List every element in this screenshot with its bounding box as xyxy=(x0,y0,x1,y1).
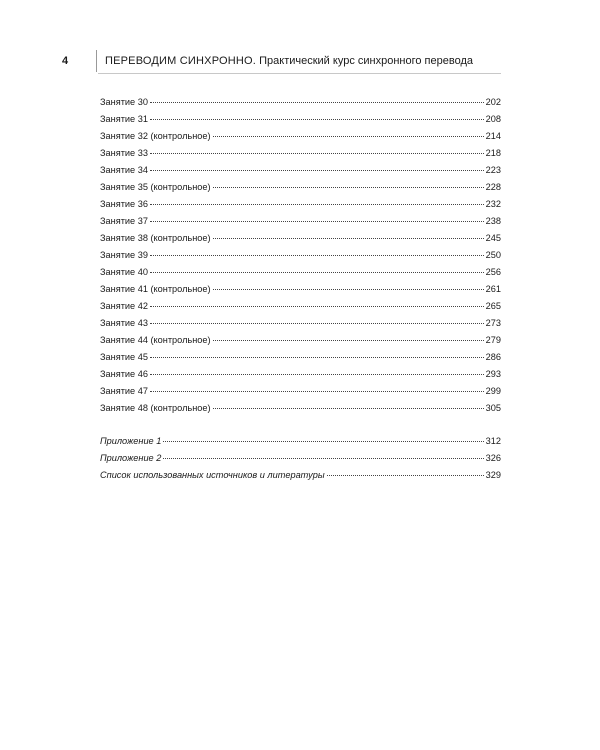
leader-dots xyxy=(150,170,484,171)
toc-entry-page: 312 xyxy=(485,436,501,446)
leader-dots xyxy=(213,289,484,290)
toc-entry-page: 329 xyxy=(485,470,501,480)
toc-entry-page: 305 xyxy=(485,403,501,413)
toc-entry-page: 232 xyxy=(485,199,501,209)
toc-entry-lesson-40 xyxy=(100,264,501,281)
leader-dots xyxy=(150,357,484,358)
book-title: ПЕРЕВОДИМ СИНХРОННО. xyxy=(105,55,257,67)
toc-entry-page: 265 xyxy=(485,301,501,311)
toc-entry-label: Занятие 45 xyxy=(100,352,148,362)
running-head xyxy=(105,55,473,67)
leader-dots xyxy=(150,204,484,205)
leader-dots xyxy=(327,475,484,476)
leader-dots xyxy=(213,238,484,239)
toc-entry-lesson-35 xyxy=(100,179,501,196)
toc-entry-page: 218 xyxy=(485,148,501,158)
toc-entry-page: 326 xyxy=(485,453,501,463)
leader-dots xyxy=(150,102,484,103)
toc-entry-lesson-37 xyxy=(100,213,501,230)
toc-entry-lesson-32 xyxy=(100,128,501,145)
toc-entry-page: 299 xyxy=(485,386,501,396)
toc-entry-references xyxy=(100,467,501,484)
toc-entry-page: 261 xyxy=(485,284,501,294)
toc-entry-label: Приложение 1 xyxy=(100,436,162,446)
toc-section-gap xyxy=(100,417,501,433)
toc-entry-lesson-33 xyxy=(100,145,501,162)
toc-entry-lesson-31 xyxy=(100,111,501,128)
toc-entry-page: 256 xyxy=(485,267,501,277)
toc-entry-label: Занятие 38 (контрольное) xyxy=(100,233,211,243)
header-rule xyxy=(98,73,501,74)
leader-dots xyxy=(150,255,484,256)
toc-entry-label: Занятие 43 xyxy=(100,318,148,328)
toc-entry-label: Занятие 48 (контрольное) xyxy=(100,403,211,413)
leader-dots xyxy=(163,458,483,459)
toc-lessons xyxy=(100,94,501,417)
toc-entry-page: 286 xyxy=(485,352,501,362)
leader-dots xyxy=(150,221,484,222)
toc-entry-appendix-1 xyxy=(100,433,501,450)
toc-entry-lesson-43 xyxy=(100,315,501,332)
toc-entry-lesson-38 xyxy=(100,230,501,247)
toc-entry-label: Занятие 37 xyxy=(100,216,148,226)
leader-dots xyxy=(163,441,483,442)
toc-entry-lesson-41 xyxy=(100,281,501,298)
toc-entry-page: 202 xyxy=(485,97,501,107)
toc-entry-lesson-42 xyxy=(100,298,501,315)
toc-entry-label: Список использованных источников и литературы xyxy=(100,470,325,480)
toc-entry-label: Занятие 36 xyxy=(100,199,148,209)
leader-dots xyxy=(150,153,484,154)
leader-dots xyxy=(150,306,484,307)
toc-entry-appendix-2 xyxy=(100,450,501,467)
toc-entry-label: Занятие 35 (контрольное) xyxy=(100,182,211,192)
toc-appendices xyxy=(100,433,501,484)
toc-entry-label: Занятие 31 xyxy=(100,114,148,124)
toc-entry-page: 245 xyxy=(485,233,501,243)
toc-entry-page: 250 xyxy=(485,250,501,260)
toc-entry-label: Занятие 40 xyxy=(100,267,148,277)
toc-entry-label: Занятие 46 xyxy=(100,369,148,379)
toc-entry-label: Занятие 30 xyxy=(100,97,148,107)
toc-entry-lesson-44 xyxy=(100,332,501,349)
header-divider xyxy=(96,50,97,72)
toc-entry-lesson-48 xyxy=(100,400,501,417)
toc-entry-label: Занятие 34 xyxy=(100,165,148,175)
toc-entry-lesson-47 xyxy=(100,383,501,400)
book-subtitle: Практический курс синхронного перевода xyxy=(256,55,473,67)
toc-entry-lesson-45 xyxy=(100,349,501,366)
leader-dots xyxy=(213,187,484,188)
leader-dots xyxy=(213,136,484,137)
toc-entry-page: 228 xyxy=(485,182,501,192)
leader-dots xyxy=(150,374,484,375)
toc-entry-lesson-36 xyxy=(100,196,501,213)
leader-dots xyxy=(213,340,484,341)
toc-entry-label: Занятие 33 xyxy=(100,148,148,158)
toc-entry-label: Занятие 47 xyxy=(100,386,148,396)
leader-dots xyxy=(150,391,484,392)
toc-entry-page: 223 xyxy=(485,165,501,175)
toc-entry-label: Занятие 42 xyxy=(100,301,148,311)
toc-entry-lesson-39 xyxy=(100,247,501,264)
toc-entry-lesson-30 xyxy=(100,94,501,111)
toc-entry-page: 279 xyxy=(485,335,501,345)
toc-entry-label: Занятие 44 (контрольное) xyxy=(100,335,211,345)
page-number: 4 xyxy=(62,55,69,67)
toc-entry-label: Занятие 39 xyxy=(100,250,148,260)
toc-entry-page: 214 xyxy=(485,131,501,141)
leader-dots xyxy=(150,323,484,324)
toc-entry-page: 293 xyxy=(485,369,501,379)
leader-dots xyxy=(213,408,484,409)
leader-dots xyxy=(150,272,484,273)
leader-dots xyxy=(150,119,484,120)
toc-entry-lesson-46 xyxy=(100,366,501,383)
toc-entry-label: Занятие 41 (контрольное) xyxy=(100,284,211,294)
toc-entry-page: 208 xyxy=(485,114,501,124)
toc-entry-page: 238 xyxy=(485,216,501,226)
toc-entry-label: Занятие 32 (контрольное) xyxy=(100,131,211,141)
toc-entry-label: Приложение 2 xyxy=(100,453,162,463)
table-of-contents xyxy=(100,94,501,484)
toc-entry-lesson-34 xyxy=(100,162,501,179)
toc-entry-page: 273 xyxy=(485,318,501,328)
